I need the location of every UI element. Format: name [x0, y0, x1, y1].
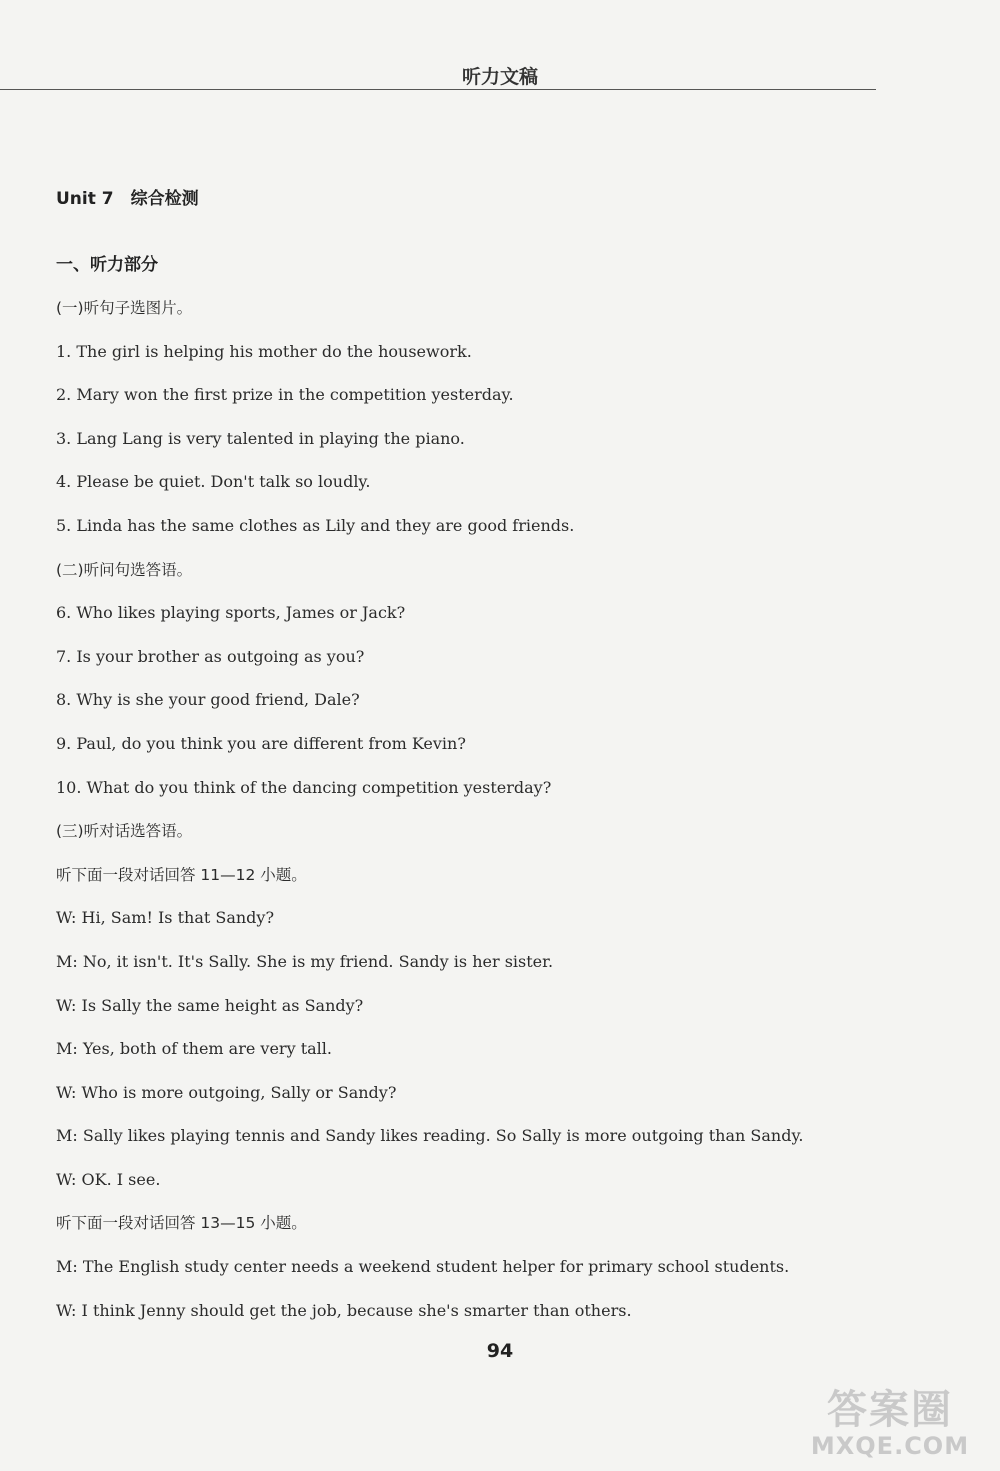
transcript-line: M: Yes, both of them are very tall. [56, 1039, 332, 1059]
transcript-line: M: Sally likes playing tennis and Sandy likes reading. So Sally is more outgoing than Sandy. [56, 1126, 804, 1146]
transcript-line: 10. What do you think of the dancing competition yesterday? [56, 777, 552, 797]
watermark-url: MXQE.COM [810, 1432, 970, 1460]
transcript-line: M: No, it isn't. It's Sally. She is my friend. Sandy is her sister. [56, 951, 554, 971]
section-title: 一、听力部分 [56, 255, 158, 275]
header-rule [0, 89, 876, 90]
transcript-line: 2. Mary won the first prize in the competition yesterday. [56, 385, 514, 405]
watermark-text: 答案圈 [827, 1387, 953, 1433]
transcript-line: (一)听句子选图片。 [56, 299, 193, 317]
transcript-line: 3. Lang Lang is very talented in playing the piano. [56, 428, 465, 448]
transcript-line: 1. The girl is helping his mother do the housework. [56, 341, 472, 361]
transcript-line: W: Who is more outgoing, Sally or Sandy? [56, 1082, 397, 1102]
transcript-line: (三)听对话选答语。 [56, 822, 193, 841]
transcript-line: 7. Is your brother as outgoing as you? [56, 646, 365, 666]
transcript-line: 9. Paul, do you think you are different from Kevin? [56, 733, 466, 753]
transcript-line: W: Is Sally the same height as Sandy? [56, 995, 364, 1015]
transcript-line: (二)听问句选答语。 [56, 560, 193, 579]
transcript-line: 4. Please be quiet. Don't talk so loudly. [56, 472, 371, 492]
unit-title: Unit 7 综合检测 [56, 189, 199, 209]
transcript-lines [56, 294, 956, 1340]
page-number: 94 [486, 1340, 514, 1362]
transcript-line: 8. Why is she your good friend, Dale? [56, 690, 360, 710]
transcript-line: W: I think Jenny should get the job, because she's smarter than others. [56, 1300, 632, 1320]
transcript-line: W: Hi, Sam! Is that Sandy? [56, 908, 275, 928]
transcript-line: 5. Linda has the same clothes as Lily and they are good friends. [56, 515, 575, 535]
transcript-line: W: OK. I see. [56, 1169, 161, 1189]
running-head: 听力文稿 [461, 66, 538, 88]
transcript-line: 6. Who likes playing sports, James or Jack? [56, 603, 406, 623]
transcript-line: 听下面一段对话回答 13—15 小题。 [56, 1214, 307, 1233]
transcript-line: M: The English study center needs a weekend student helper for primary school students. [56, 1257, 790, 1277]
watermark-logo [790, 1388, 990, 1463]
transcript-line: 听下面一段对话回答 11—12 小题。 [56, 865, 307, 884]
